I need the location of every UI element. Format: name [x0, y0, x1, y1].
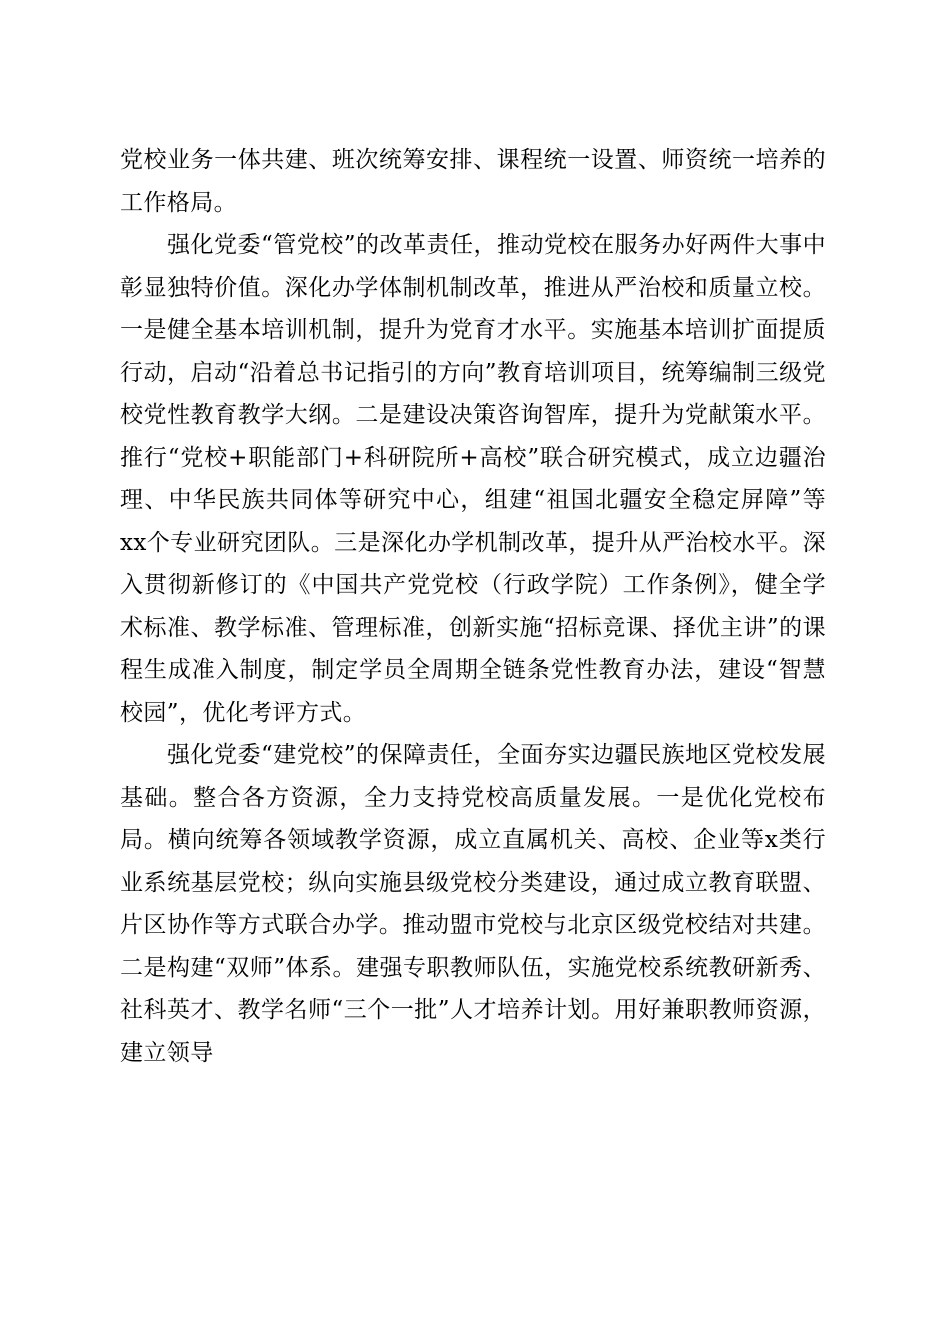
paragraph-reform-responsibility: 强化党委“管党校”的改革责任，推动党校在服务办好两件大事中彰显独特价值。深化办学体制机制改革，推进从严治校和质量立校。一是健全基本培训机制，提升为党育才水平。实施基本培训扩面提质行动，启动“沿着总书记指引的方向”教育培训项目，统筹编制三级党校党性教育教学大纲。二是建设决策咨询智库，提升为党献策水平。推行“党校+职能部门+科研院所+高校”联合研究模式，成立边疆治理、中华民族共同体等研究中心，组建“祖国北疆安全稳定屏障”等xx个专业研究团队。三是深化办学机制改革，提升从严治校水平。深入贯彻新修订的《中国共产党党校（行政学院）工作条例》，健全学术标准、教学标准、管理标准，创新实施“招标竞课、择优主讲”的课程生成准入制度，制定学员全周期全链条党性教育办法，建设“智慧校园”，优化考评方式。: [120, 232, 826, 726]
document-body: [120, 139, 826, 1074]
paragraph-support-responsibility: 强化党委“建党校”的保障责任，全面夯实边疆民族地区党校发展基础。整合各方资源，全力支持党校高质量发展。一是优化党校布局。横向统筹各领域教学资源，成立直属机关、高校、企业等x类行业系统基层党校；纵向实施县级党校分类建设，通过成立教育联盟、片区协作等方式联合办学。推动盟市党校与北京区级党校结对共建。二是构建“双师”体系。建强专职教师队伍，实施党校系统教研新秀、社科英才、教学名师“三个一批”人才培养计划。用好兼职教师资源，建立领导: [120, 742, 826, 1066]
paragraph-continuation: 党校业务一体共建、班次统筹安排、课程统一设置、师资统一培养的工作格局。: [120, 147, 826, 216]
